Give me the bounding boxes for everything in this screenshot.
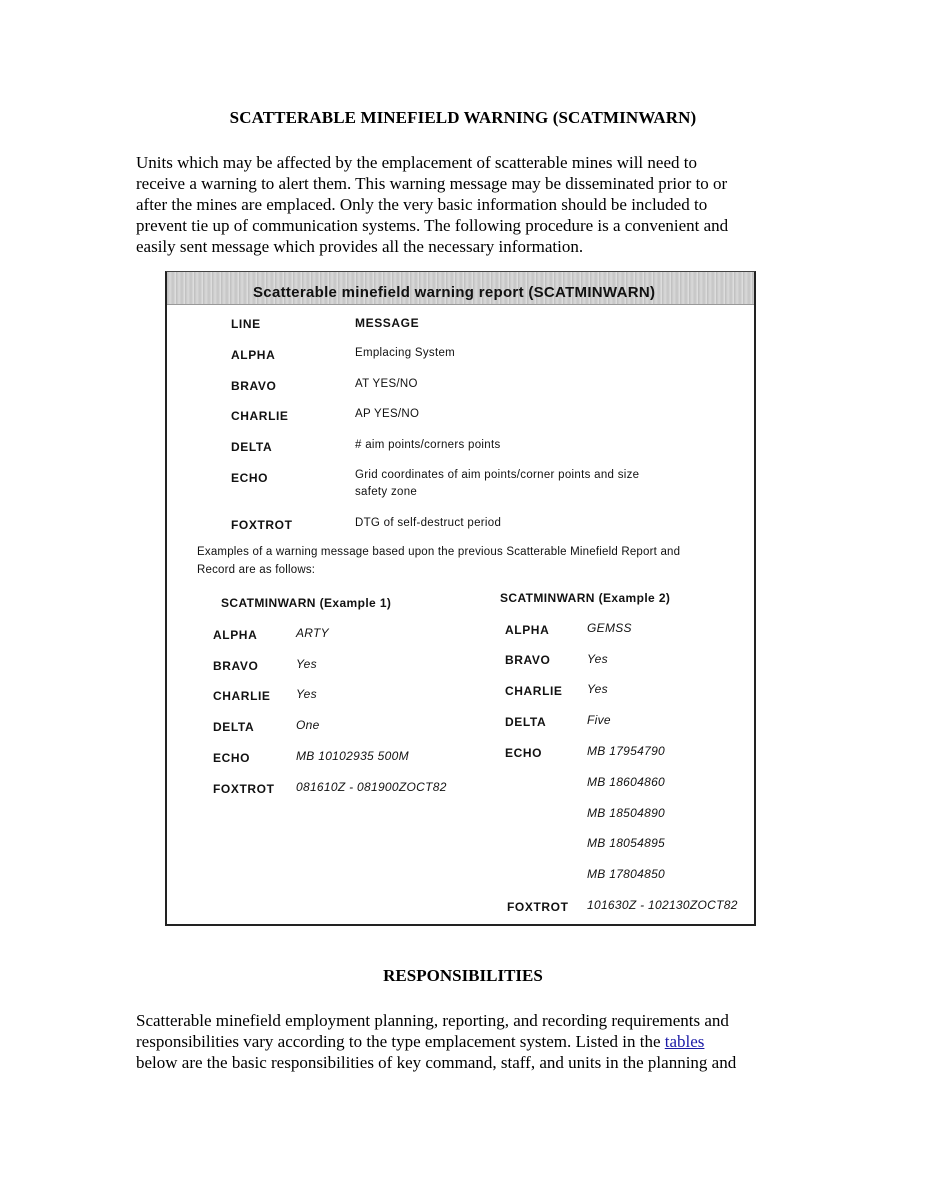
ex1-value-alpha: ARTY bbox=[296, 626, 329, 640]
section-heading: RESPONSIBILITIES bbox=[383, 966, 543, 985]
example1-title: SCATMINWARN (Example 1) bbox=[221, 596, 392, 610]
resp-line bbox=[136, 1031, 786, 1052]
ex2-line-charlie: CHARLIE bbox=[505, 684, 563, 698]
def-line-bravo: BRAVO bbox=[231, 379, 277, 393]
col-message-header: MESSAGE bbox=[355, 316, 420, 330]
ex2-value-alpha: GEMSS bbox=[587, 621, 632, 635]
intro-line: Units which may be affected by the emplacement of scatterable mines will need to bbox=[136, 153, 697, 172]
intro-line: after the mines are emplaced. Only the very basic information should be included to bbox=[136, 195, 708, 214]
col-line-header: LINE bbox=[231, 317, 261, 331]
ex1-line-alpha: ALPHA bbox=[213, 628, 258, 642]
ex2-echo-extra: MB 18504890 bbox=[587, 806, 666, 820]
ex1-line-charlie: CHARLIE bbox=[213, 689, 271, 703]
example2-title: SCATMINWARN (Example 2) bbox=[500, 591, 671, 605]
def-msg-alpha: Emplacing System bbox=[355, 347, 456, 359]
def-msg-foxtrot: DTG of self-destruct period bbox=[355, 517, 502, 529]
def-msg-bravo: AT YES/NO bbox=[355, 378, 418, 390]
page-title: SCATTERABLE MINEFIELD WARNING (SCATMINWARN) bbox=[229, 108, 697, 127]
ex2-echo-extra: MB 17804850 bbox=[587, 867, 666, 881]
intro-line: prevent tie up of communication systems. The following procedure is a convenient and bbox=[136, 216, 729, 235]
ex2-line-echo: ECHO bbox=[505, 746, 543, 760]
ex1-line-bravo: BRAVO bbox=[213, 659, 259, 673]
responsibilities-paragraph bbox=[136, 1010, 786, 1073]
ex2-value-charlie: Yes bbox=[587, 682, 608, 696]
def-line-foxtrot: FOXTROT bbox=[231, 518, 293, 532]
form-title: Scatterable minefield warning report (SCATMINWARN) bbox=[253, 284, 656, 301]
ex1-value-bravo: Yes bbox=[296, 657, 317, 671]
def-line-echo: ECHO bbox=[231, 471, 269, 485]
scatminwarn-form-image bbox=[165, 271, 756, 926]
def-msg-echo: Grid coordinates of aim points/corner points and size bbox=[355, 469, 640, 481]
intro-line: easily sent message which provides all the necessary information. bbox=[136, 237, 584, 256]
tables-link[interactable]: tables bbox=[664, 1032, 705, 1051]
ex2-echo-extra: MB 18604860 bbox=[587, 775, 666, 789]
ex2-line-bravo: BRAVO bbox=[505, 653, 551, 667]
intro-paragraph bbox=[136, 152, 786, 257]
ex2-value-foxtrot: 101630Z - 102130ZOCT82 bbox=[587, 898, 738, 912]
def-line-charlie: CHARLIE bbox=[231, 409, 289, 423]
ex1-value-foxtrot: 081610Z - 081900ZOCT82 bbox=[296, 780, 447, 794]
ex2-echo-extra: MB 18054895 bbox=[587, 836, 666, 850]
ex2-line-delta: DELTA bbox=[505, 715, 547, 729]
def-msg-delta: # aim points/corners points bbox=[355, 439, 501, 451]
ex1-line-foxtrot: FOXTROT bbox=[213, 782, 275, 796]
ex1-value-delta: One bbox=[296, 718, 320, 732]
ex1-value-echo: MB 10102935 500M bbox=[296, 749, 409, 763]
ex2-line-alpha: ALPHA bbox=[505, 623, 550, 637]
ex2-value-echo: MB 17954790 bbox=[587, 744, 666, 758]
ex1-line-delta: DELTA bbox=[213, 720, 255, 734]
ex1-value-charlie: Yes bbox=[296, 687, 317, 701]
resp-line-text: responsibilities vary according to the type emplacement system. Listed in the bbox=[136, 1032, 665, 1051]
examples-note-line1: Examples of a warning message based upon the previous Scatterable Minefield Report and bbox=[197, 546, 681, 558]
examples-note-line2: Record are as follows: bbox=[197, 564, 316, 576]
ex2-value-bravo: Yes bbox=[587, 652, 608, 666]
ex2-line-foxtrot: FOXTROT bbox=[507, 900, 569, 914]
resp-line: Scatterable minefield employment planning, reporting, and recording requirements and bbox=[136, 1011, 729, 1030]
ex2-value-delta: Five bbox=[587, 713, 611, 727]
def-line-alpha: ALPHA bbox=[231, 348, 276, 362]
def-line-delta: DELTA bbox=[231, 440, 273, 454]
ex1-line-echo: ECHO bbox=[213, 751, 251, 765]
form-header-band bbox=[167, 272, 754, 305]
intro-line: receive a warning to alert them. This warning message may be disseminated prior to or bbox=[136, 174, 728, 193]
def-msg-echo-cont: safety zone bbox=[355, 486, 418, 498]
def-msg-charlie: AP YES/NO bbox=[355, 408, 420, 420]
resp-line: below are the basic responsibilities of key command, staff, and units in the planning and bbox=[136, 1053, 737, 1072]
